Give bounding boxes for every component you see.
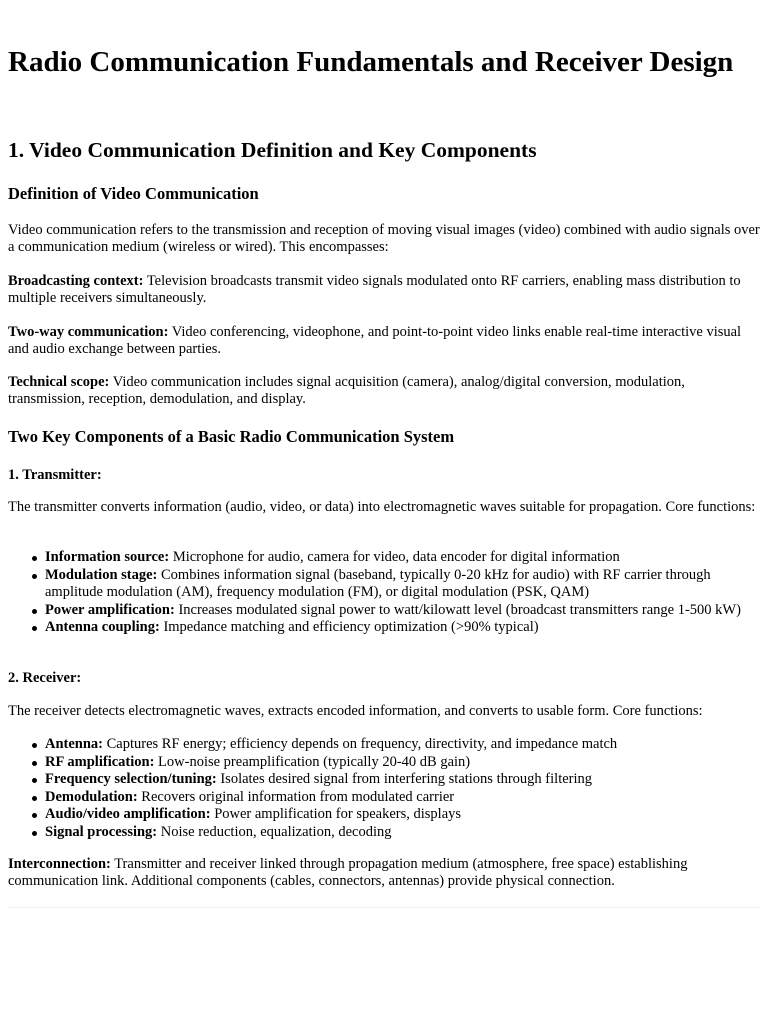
list-item-label: Demodulation: bbox=[45, 788, 138, 805]
list-item bbox=[8, 754, 760, 772]
horizontal-divider bbox=[8, 907, 760, 908]
list-item-text: Impedance matching and efficiency optimization (>90% typical) bbox=[159, 619, 539, 635]
receiver-heading: 2. Receiver: bbox=[8, 670, 82, 686]
paragraph-text: Transmitter and receiver linked through propagation medium (atmosphere, free space) establishing communication link. Additional components (cables, connectors, antennas) provide physical connection. bbox=[8, 856, 688, 889]
definition-intro: Video communication refers to the transmission and reception of moving visual images (video) combined with audio signals over a communication medium (wireless or wired). This encompasses: bbox=[8, 222, 760, 255]
paragraph-text: Television broadcasts transmit video signals modulated onto RF carriers, enabling mass distribution to multiple receivers simultaneously. bbox=[8, 273, 741, 306]
paragraph-interconnection bbox=[8, 856, 760, 890]
list-item-text: Low-noise preamplification (typically 20-40 dB gain) bbox=[154, 753, 471, 770]
subsection-heading-components: Two Key Components of a Basic Radio Communication System bbox=[8, 427, 455, 446]
list-item-label: Antenna coupling: bbox=[45, 619, 160, 635]
paragraph-label: Two-way communication: bbox=[8, 324, 169, 340]
list-item bbox=[8, 789, 760, 807]
transmitter-list bbox=[8, 549, 760, 637]
list-item-text: Isolates desired signal from interfering stations through filtering bbox=[216, 771, 593, 787]
list-item-text: Recovers original information from modulated carrier bbox=[137, 788, 455, 805]
list-item bbox=[8, 771, 760, 789]
paragraph-label: Broadcasting context: bbox=[8, 273, 144, 289]
list-item-text: Combines information signal (baseband, typically 0-20 kHz for audio) with RF carrier through amplitude modulation (AM), frequency modulation (FM), or digital modulation (PSK, QAM) bbox=[45, 566, 711, 600]
subsection-heading-definition: Definition of Video Communication bbox=[8, 184, 259, 203]
paragraph-label: Technical scope: bbox=[8, 374, 110, 390]
paragraph-two-way bbox=[8, 324, 760, 358]
paragraph-broadcasting bbox=[8, 273, 760, 307]
list-item bbox=[8, 549, 760, 567]
list-item-label: Antenna: bbox=[45, 736, 104, 752]
receiver-intro: The receiver detects electromagnetic waves, extracts encoded information, and converts to usable form. Core functions: bbox=[8, 703, 703, 719]
list-item bbox=[8, 602, 760, 620]
paragraph-technical-scope bbox=[8, 374, 760, 408]
list-item-text: Captures RF energy; efficiency depends on frequency, directivity, and impedance match bbox=[103, 736, 618, 752]
list-item-text: Power amplification for speakers, displays bbox=[210, 806, 462, 822]
list-item-label: Power amplification: bbox=[45, 601, 175, 618]
list-item-text: Increases modulated signal power to watt/kilowatt level (broadcast transmitters range 1-500 kW) bbox=[174, 601, 741, 618]
paragraph-label: Interconnection: bbox=[8, 856, 111, 872]
list-item-label: Modulation stage: bbox=[45, 566, 158, 583]
list-item-label: Frequency selection/tuning: bbox=[45, 771, 217, 787]
list-item-label: Signal processing: bbox=[45, 823, 158, 840]
list-item-label: Audio/video amplification: bbox=[45, 806, 211, 822]
paragraph-text: Video communication includes signal acquisition (camera), analog/digital conversion, modulation, transmission, reception, demodulation, and display. bbox=[8, 374, 685, 407]
receiver-list bbox=[8, 736, 760, 841]
list-item bbox=[8, 736, 760, 754]
list-item-label: RF amplification: bbox=[45, 753, 155, 770]
list-item bbox=[8, 824, 760, 842]
list-item bbox=[8, 619, 760, 637]
section-heading: 1. Video Communication Definition and Key Components bbox=[8, 138, 537, 162]
list-item-text: Noise reduction, equalization, decoding bbox=[157, 823, 392, 840]
page-title: Radio Communication Fundamentals and Receiver Design bbox=[8, 46, 734, 78]
transmitter-intro: The transmitter converts information (audio, video, or data) into electromagnetic waves suitable for propagation. Core functions: bbox=[8, 499, 756, 515]
list-item bbox=[8, 806, 760, 824]
list-item bbox=[8, 567, 760, 602]
list-item-text: Microphone for audio, camera for video, data encoder for digital information bbox=[169, 549, 620, 565]
list-item-label: Information source: bbox=[45, 549, 170, 565]
transmitter-heading: 1. Transmitter: bbox=[8, 467, 102, 483]
paragraph-text: Video conferencing, videophone, and point-to-point video links enable real-time interactive visual and audio exchange between parties. bbox=[8, 324, 742, 357]
